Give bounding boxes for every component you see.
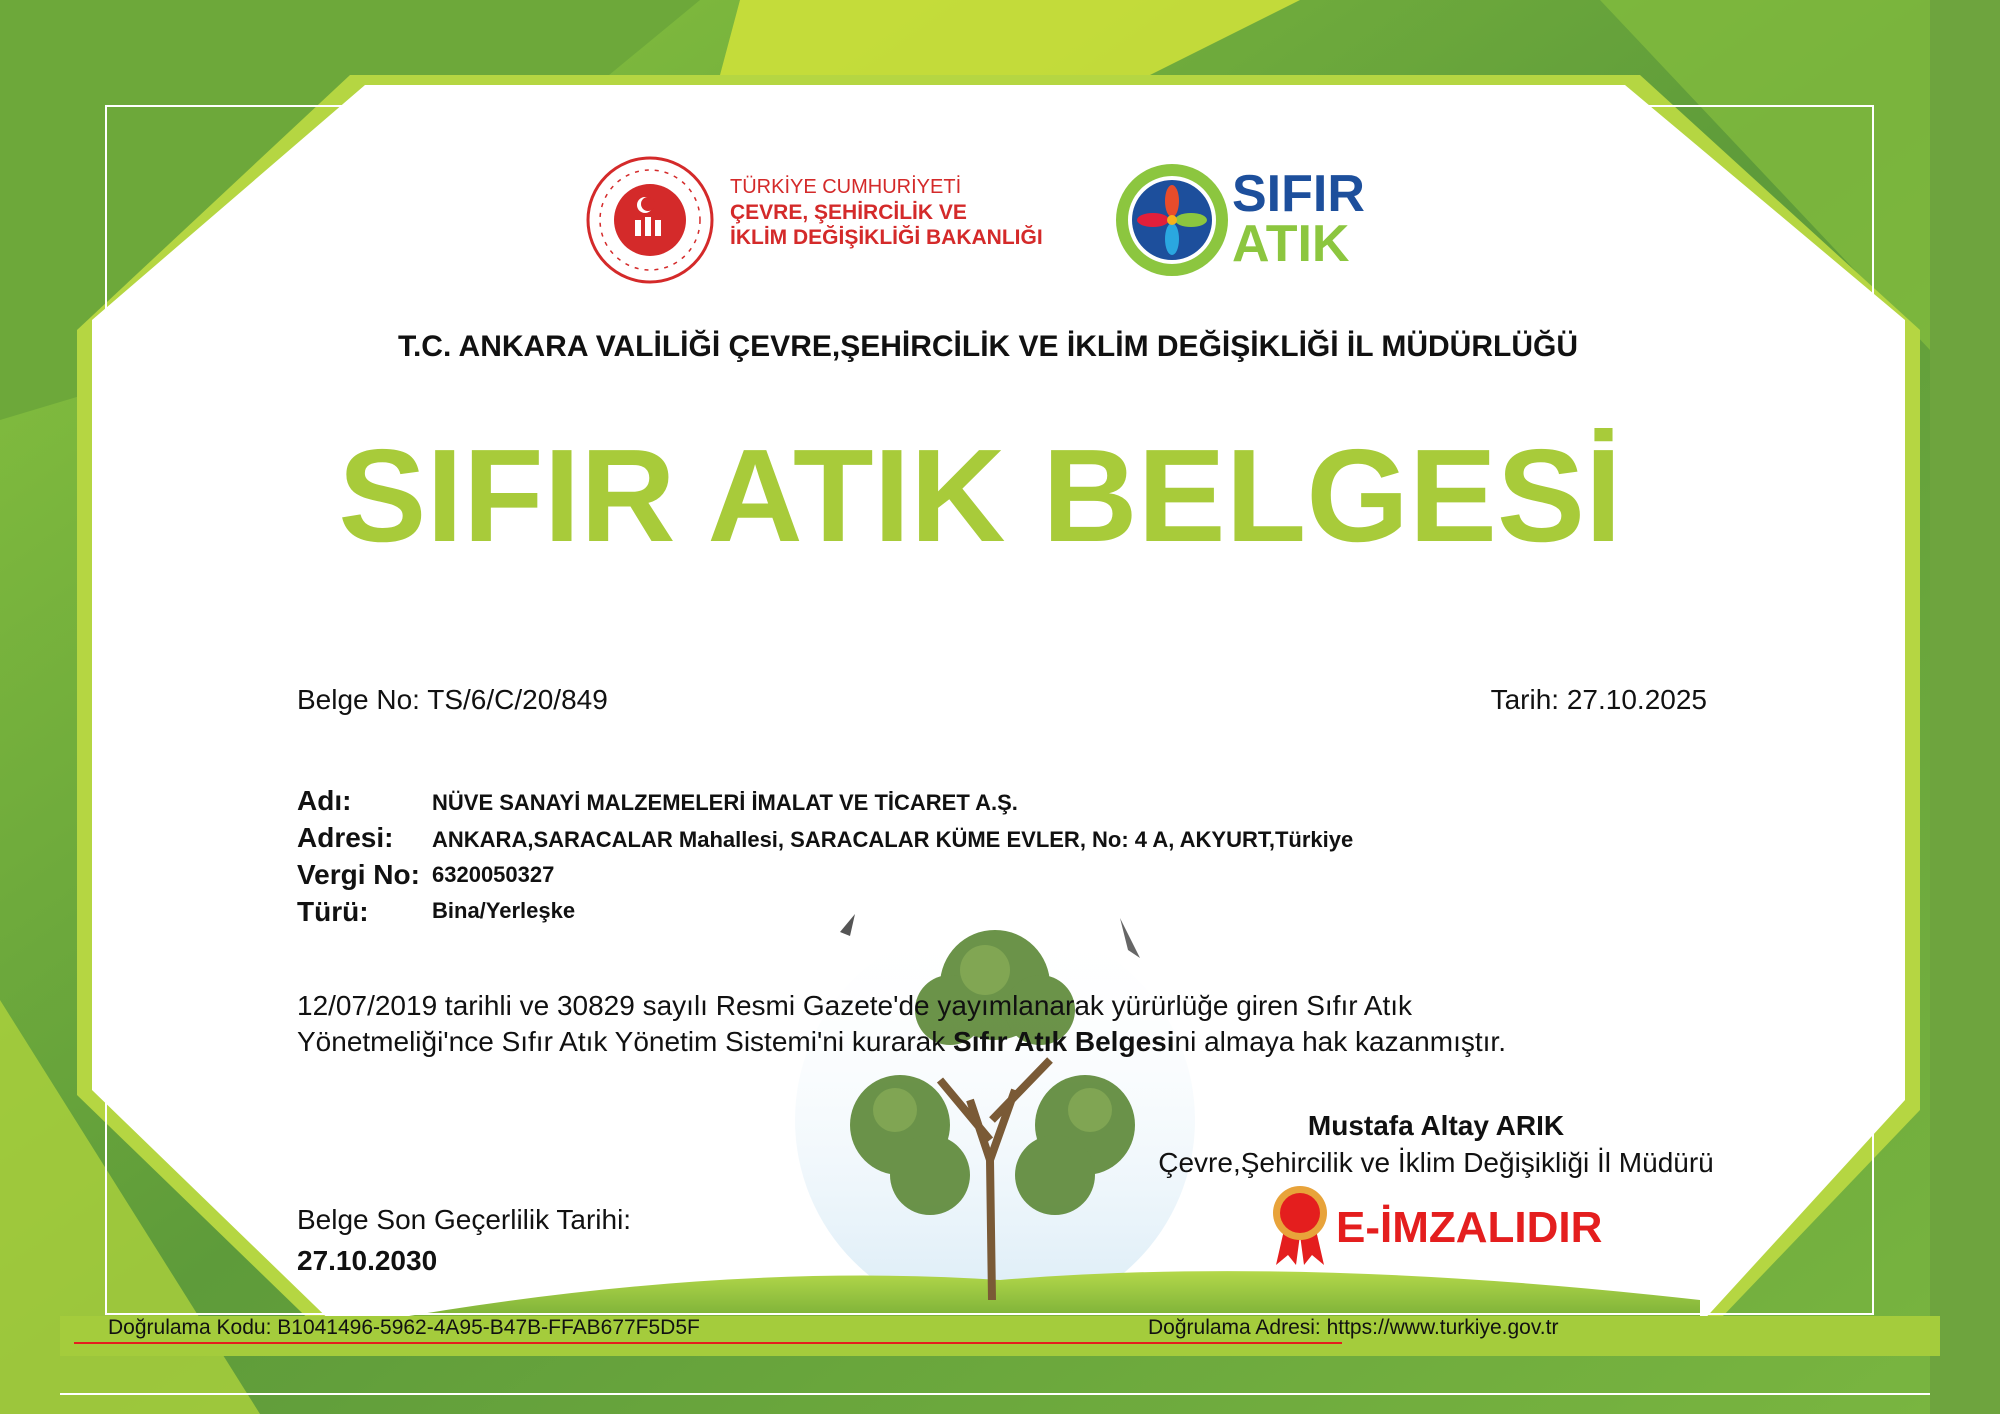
document-number: Belge No: TS/6/C/20/849 (297, 684, 608, 715)
field-value-name: NÜVE SANAYİ MALZEMELERİ İMALAT VE TİCARET A.Ş. (432, 790, 1018, 815)
zero-waste-logo-text-bottom: ATIK (1232, 215, 1350, 273)
recycling-tree-illustration (820, 910, 1170, 1310)
field-value-type: Bina/Yerleşke (432, 898, 576, 923)
issue-date: Tarih: 27.10.2025 (1490, 684, 1707, 715)
ministry-name-line2: ÇEVRE, ŞEHİRCİLİK VE (730, 201, 967, 224)
signatory-title: Çevre,Şehircilik ve İklim Değişikliği İl Müdürü (1158, 1147, 1714, 1178)
verification-code: Doğrulama Kodu: B1041496-5962-4A95-B47B-FFAB677F5D5F (108, 1316, 700, 1339)
ministry-name-line3: İKLİM DEĞİŞİKLİĞİ BAKANLIĞI (730, 226, 1043, 249)
seal-ribbon-icon (1270, 1185, 1330, 1267)
statement-text: ni almaya hak kazanmıştır. (1174, 1026, 1506, 1057)
statement-text: Yönetmeliği'nce Sıfır Atık Yönetim Sistemi'ni kurarak (297, 1026, 954, 1057)
bird-icon (840, 914, 855, 936)
ministry-seal-logo (585, 155, 715, 285)
issuing-authority-heading: T.C. ANKARA VALİLİĞİ ÇEVRE,ŞEHİRCİLİK VE İKLİM DEĞİŞİKLİĞİ İL MÜDÜRLÜĞÜ (397, 330, 1579, 363)
field-value-address: ANKARA,SARACALAR Mahallesi, SARACALAR KÜME EVLER, No: 4 A, AKYURT,Türkiye (432, 827, 1354, 852)
statement-line1: 12/07/2019 tarihli ve 30829 sayılı Resmi Gazete'de yayımlanarak yürürlüğe giren Sıfır Atık (297, 990, 1413, 1021)
field-value-tax-no: 6320050327 (432, 862, 555, 887)
signatory-name: Mustafa Altay ARIK (1307, 1110, 1565, 1141)
field-label-name: Adı: (297, 785, 352, 816)
e-signed-stamp: E-İMZALIDIR (1336, 1203, 1603, 1252)
validity-label: Belge Son Geçerlilik Tarihi: (297, 1204, 632, 1235)
ministry-name-line1: TÜRKİYE CUMHURİYETİ (730, 176, 962, 198)
bird-icon (1120, 918, 1140, 958)
certificate-title: SIFIR ATIK BELGESİ (338, 422, 1622, 569)
verification-address-link[interactable]: Doğrulama Adresi: https://www.turkiye.gov.tr (1148, 1316, 1559, 1339)
zero-waste-logo-emblem (1115, 163, 1230, 278)
statement-line2 (297, 1026, 1506, 1058)
field-label-address: Adresi: (297, 822, 394, 853)
statement-certificate-name: Sıfır Atık Belgesi (953, 1026, 1175, 1057)
field-label-type: Türü: (297, 896, 369, 927)
validity-date: 27.10.2030 (297, 1245, 438, 1276)
zero-waste-logo-text-top: SIFIR (1232, 165, 1365, 223)
field-label-tax-no: Vergi No: (297, 859, 420, 890)
